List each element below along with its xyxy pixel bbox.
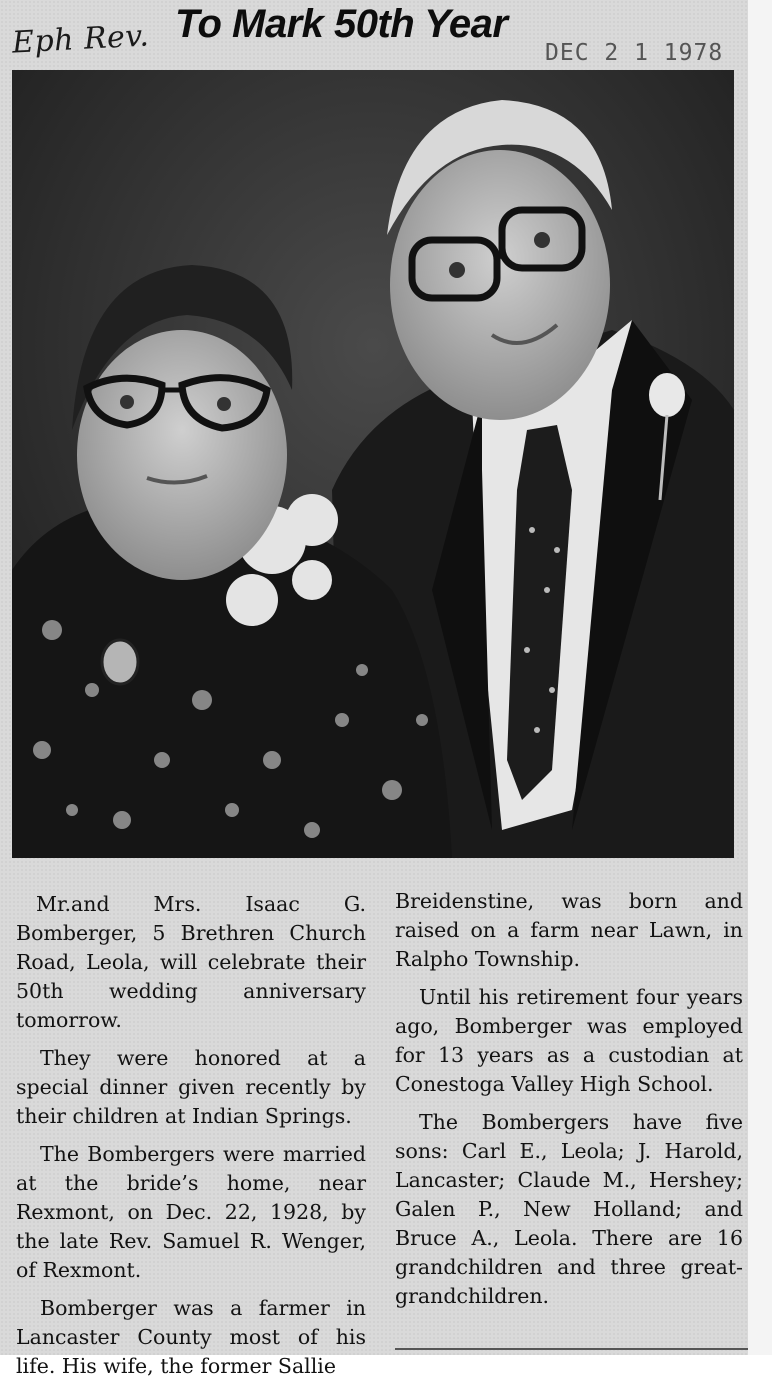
anniversary-couple-photo [12,70,734,858]
paragraph: Until his retirement four years ago, Bomberger was employed for 13 years as a custodian at Conestoga Valley High School. [395,985,743,1096]
paragraph: The Bombergers have five sons: Carl E., Leola; J. Harold, Lancaster; Claude M., Hershey; Galen P., New Holland; and Bruce A., Leola. There are 16 grandchildren and three great-grandchildren. [395,1110,743,1308]
paragraph: Bomberger was a farmer in Lancaster County most of his life. His wife, the former Sallie [16,1296,366,1378]
article-column-right [395,887,743,1320]
paragraph: They were honored at a special dinner given recently by their children at Indian Springs. [16,1046,366,1128]
column-rule [395,1348,748,1350]
article-column-left [16,890,366,1390]
page-edge [748,0,772,1355]
paragraph: Breidenstine, was born and raised on a farm near Lawn, in Ralpho Township. [395,889,743,971]
photo-illustration [12,70,734,858]
handwritten-note: Eph Rev. [11,18,151,61]
paragraph: The Bombergers were married at the bride’s home, near Rexmont, on Dec. 22, 1928, by the late Rev. Samuel R. Wenger, of Rexmont. [16,1142,366,1282]
headline: To Mark 50th Year [175,2,508,46]
date-stamp: DEC 2 1 1978 [545,40,724,66]
paragraph: Mr.and Mrs. Isaac G. Bomberger, 5 Brethren Church Road, Leola, will celebrate their 50th wedding anniversary tomorrow. [16,892,366,1032]
